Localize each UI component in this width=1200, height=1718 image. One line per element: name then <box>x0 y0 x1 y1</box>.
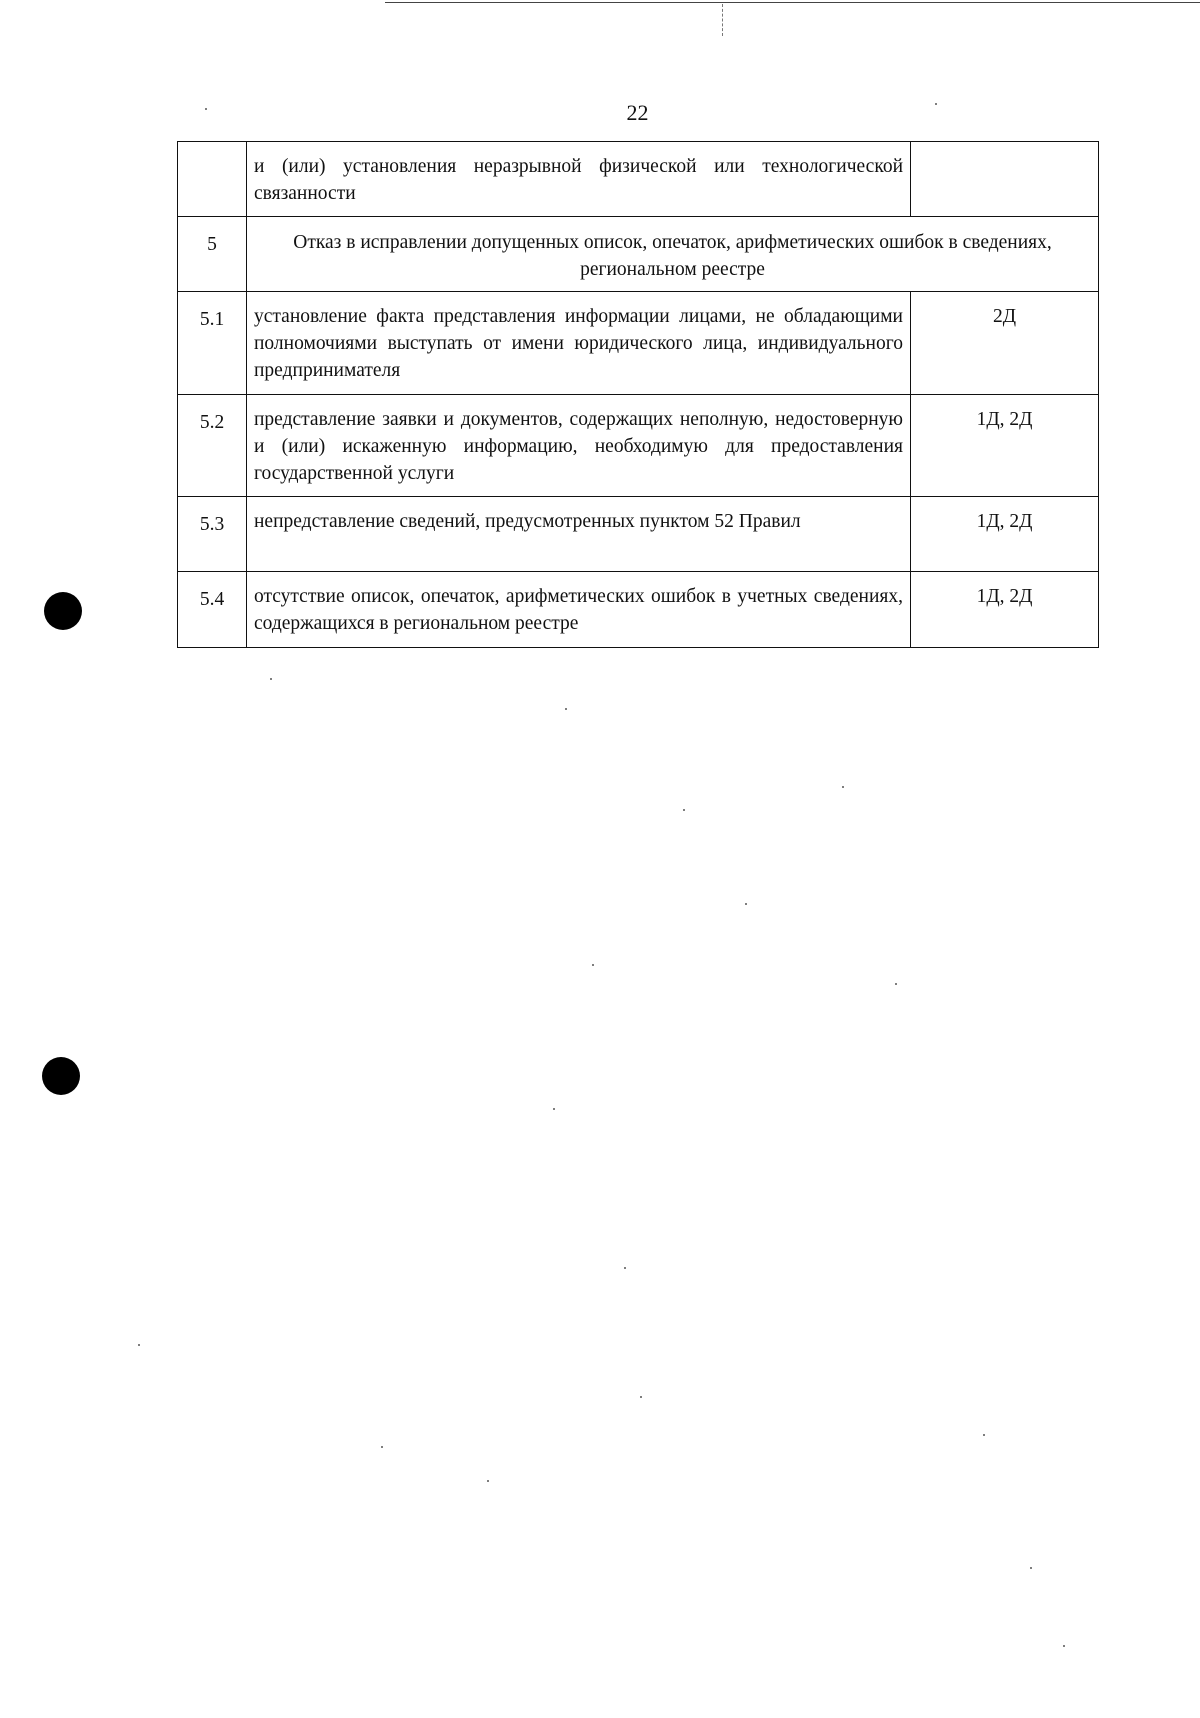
scan-noise <box>983 1434 985 1436</box>
scan-noise <box>683 809 685 811</box>
scan-noise <box>381 1446 383 1448</box>
row-description: представление заявки и документов, содержащих неполную, недостоверную и (или) искаженную информацию, необходимую для предоставления государственной услуги <box>247 395 911 497</box>
scan-noise <box>1063 1645 1065 1647</box>
row-number: 5.2 <box>178 395 247 497</box>
table-row <box>178 292 1099 395</box>
section-number: 5 <box>178 217 247 292</box>
table-row <box>178 497 1099 572</box>
scan-noise <box>553 1108 555 1110</box>
scan-noise <box>205 108 207 110</box>
table-row <box>178 142 1099 217</box>
scan-fold-mark <box>722 4 723 36</box>
criteria-table <box>177 141 1099 648</box>
scan-noise <box>745 903 747 905</box>
binder-hole-mark <box>42 1057 80 1095</box>
scan-noise <box>842 786 844 788</box>
scan-noise <box>1030 1567 1032 1569</box>
row-code: 1Д, 2Д <box>911 572 1099 648</box>
scan-noise <box>565 708 567 710</box>
row-number <box>178 142 247 217</box>
row-number: 5.1 <box>178 292 247 395</box>
section-title: Отказ в исправлении допущенных описок, опечаток, арифметических ошибок в сведениях, региональном реестре <box>247 217 1099 292</box>
row-description: отсутствие описок, опечаток, арифметических ошибок в учетных сведениях, содержащихся в региональном реестре <box>247 572 911 648</box>
row-description: и (или) установления неразрывной физической или технологической связанности <box>247 142 911 217</box>
scan-noise <box>624 1267 626 1269</box>
table-row <box>178 395 1099 497</box>
row-description: непредставление сведений, предусмотренных пунктом 52 Правил <box>247 497 911 572</box>
scan-noise <box>487 1480 489 1482</box>
row-code: 1Д, 2Д <box>911 497 1099 572</box>
row-description: установление факта представления информации лицами, не обладающими полномочиями выступать от имени юридического лица, индивидуального предпринимателя <box>247 292 911 395</box>
row-code: 1Д, 2Д <box>911 395 1099 497</box>
scan-noise <box>270 678 272 680</box>
row-number: 5.4 <box>178 572 247 648</box>
table-row <box>178 572 1099 648</box>
scan-noise <box>895 983 897 985</box>
scan-noise <box>592 964 594 966</box>
row-code: 2Д <box>911 292 1099 395</box>
scan-noise <box>138 1344 140 1346</box>
row-number: 5.3 <box>178 497 247 572</box>
scan-noise <box>640 1396 642 1398</box>
table-section-row <box>178 217 1099 292</box>
scan-top-rule <box>385 2 1200 3</box>
row-code <box>911 142 1099 217</box>
page-number: 22 <box>626 100 649 125</box>
binder-hole-mark <box>44 592 82 630</box>
scan-noise <box>935 103 937 105</box>
